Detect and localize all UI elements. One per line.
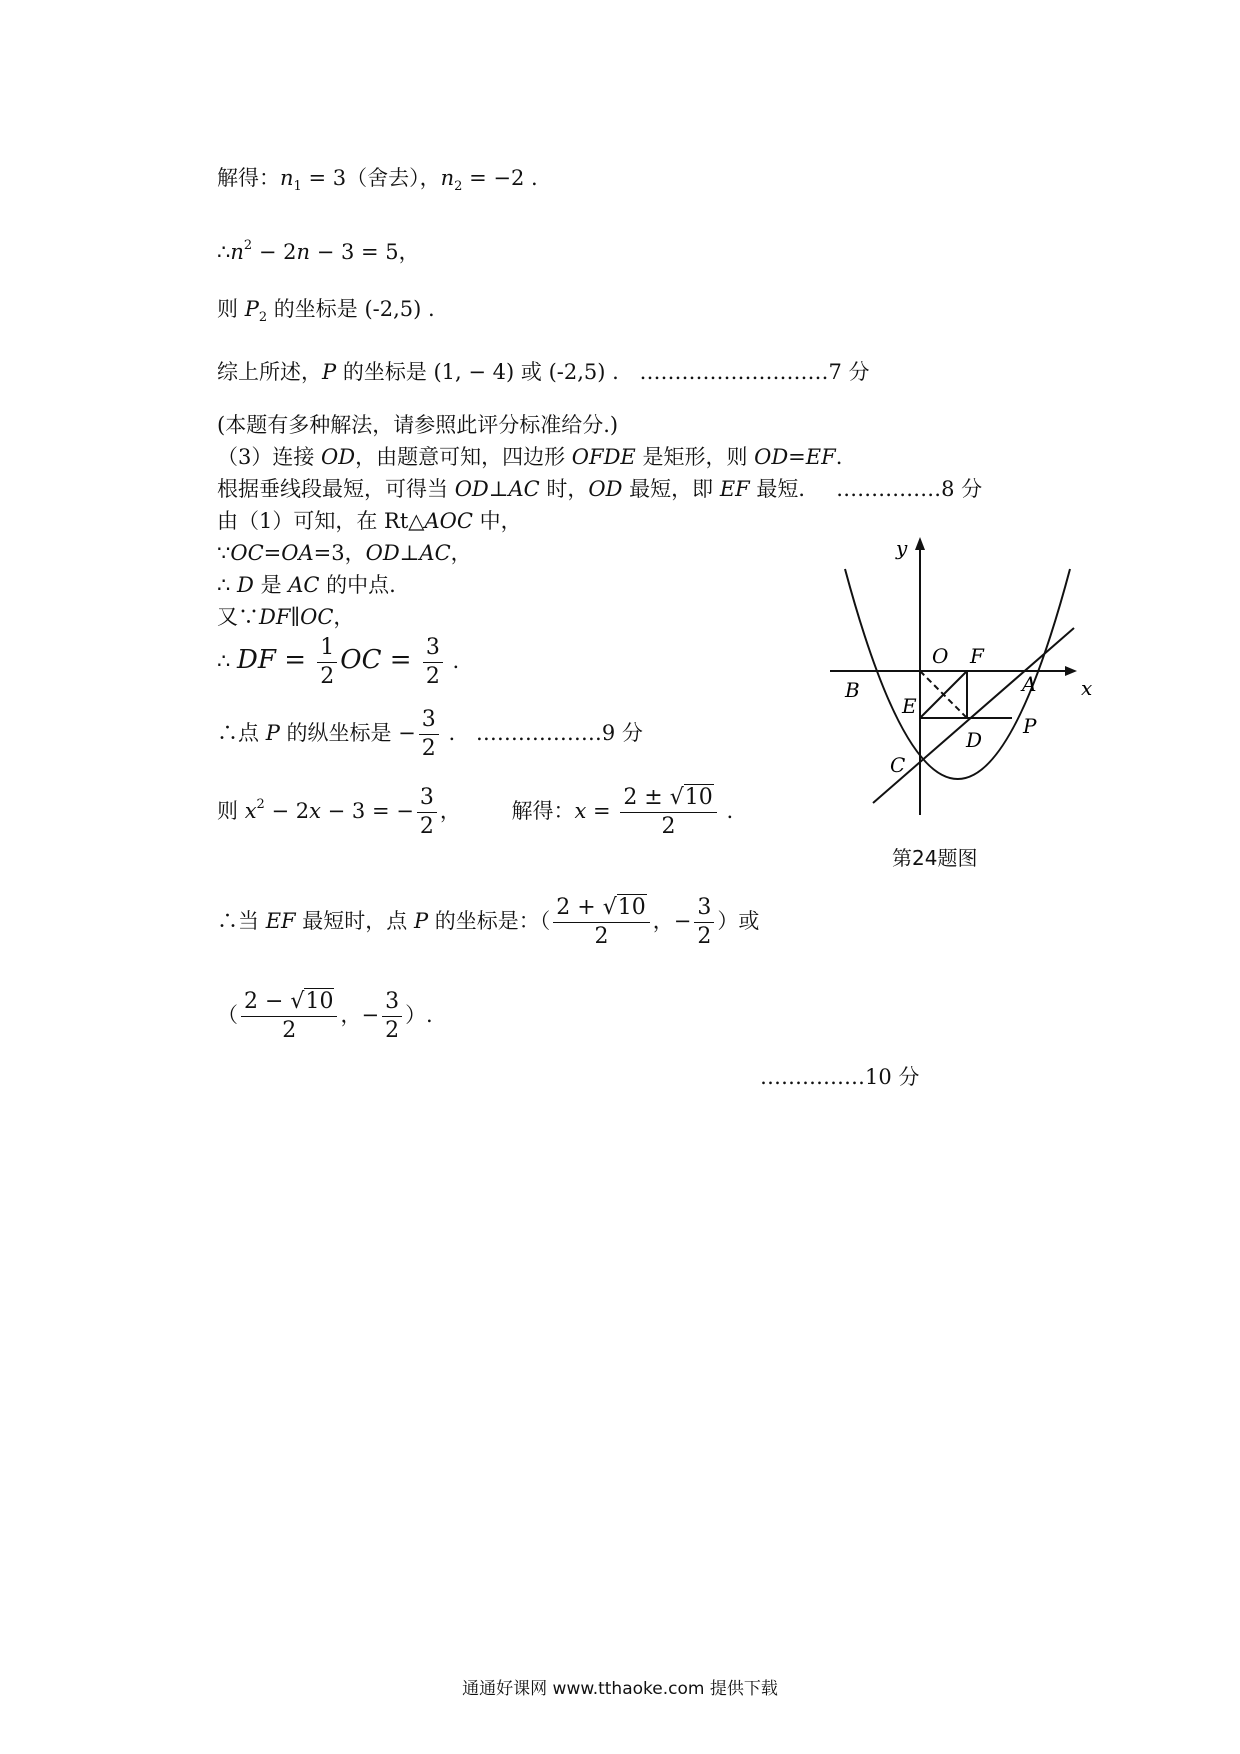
fraction-three-halves: $\frac{3}{2}$ xyxy=(419,708,439,761)
solution-line-3: 则 $P_2$ 的坐标是 (-2,5) . xyxy=(217,297,435,325)
solution-line-4: 综上所述，P 的坐标是 (1, − 4) 或 (-2,5) . ………………………7 分 xyxy=(217,360,870,384)
fraction-three-halves: $\frac{3}{2}$ xyxy=(694,896,714,949)
fraction-root-minus: $\frac{2 - √10}{2}$ xyxy=(241,990,337,1043)
label-e: E xyxy=(902,694,917,718)
part3-line-11: （ $\frac{2 - √10}{2}$ ，− $\frac{3}{2}$ ）. xyxy=(217,989,433,1043)
label-a: A xyxy=(1022,672,1037,696)
fraction-three-halves: $\frac{3}{2}$ xyxy=(417,786,437,839)
score-mark-9: ………………9 分 xyxy=(475,721,643,745)
score-mark-7: ………………………7 分 xyxy=(639,360,870,384)
fraction-root-solution: $\frac{2 \pm √10}{2}$ xyxy=(620,786,716,839)
label-x: x xyxy=(1081,676,1093,700)
score-mark-10: ……………10 分 xyxy=(760,1065,920,1089)
label-c: C xyxy=(890,753,906,777)
fraction-root-plus: $\frac{2 + √10}{2}$ xyxy=(553,896,649,949)
footer-text: 通通好课网 www.tthaoke.com 提供下载 xyxy=(462,1679,778,1699)
part3-line-3: 由（1）可知，在 Rt△AOC 中， xyxy=(217,509,522,533)
part3-line-8: ∴点 P 的纵坐标是 − $\frac{3}{2}$ . ………………9 分 xyxy=(217,707,643,761)
score-mark-8: ……………8 分 xyxy=(836,477,983,501)
x-axis-arrow-icon xyxy=(1065,666,1077,676)
solution-line-1: 解得：$n_1 = 3$（舍去），$n_2 = -2$ . xyxy=(217,166,538,194)
label-f: F xyxy=(970,644,984,668)
part3-line-7: ∴ DF = $\frac{1}{2}$ OC = $\frac{3}{2}$ . xyxy=(217,635,460,689)
part3-line-6: 又∵DF∥OC， xyxy=(217,605,355,629)
y-axis-arrow-icon xyxy=(915,537,925,550)
fraction-three-halves: $\frac{3}{2}$ xyxy=(382,990,402,1043)
label-p: P xyxy=(1023,714,1037,738)
part3-line-5: ∴ D 是 AC 的中点. xyxy=(217,573,396,597)
part3-line-4: ∵OC=OA=3，OD⊥AC， xyxy=(217,541,472,565)
part3-line-2: 根据垂线段最短，可得当 OD⊥AC 时，OD 最短，即 EF 最短． ……………8 分 xyxy=(217,477,983,501)
label-o: O xyxy=(932,644,949,668)
part3-line-10: ∴当 EF 最短时，点 P 的坐标是：（ $\frac{2 + √10}{2}$ ，− $\frac{3}{2}$ ）或 xyxy=(217,895,760,949)
label-d: D xyxy=(966,728,983,752)
fraction-one-half: $\frac{1}{2}$ xyxy=(317,636,337,689)
parabola-figure xyxy=(830,525,1135,870)
solution-line-2: $\therefore n^2 - 2n - 3 = 5$， xyxy=(217,238,420,264)
note-line: (本题有多种解法，请参照此评分标准给分.) xyxy=(217,413,619,437)
fraction-three-halves: $\frac{3}{2}$ xyxy=(423,636,443,689)
label-b: B xyxy=(845,678,860,702)
label-y: y xyxy=(896,536,908,560)
part3-line-9: 则 $x^2 - 2x - 3$ = − $\frac{3}{2}$ ， 解得：x = $\frac{2 \pm √10}{2}$ . xyxy=(217,785,734,839)
figure-caption: 第24题图 xyxy=(892,846,978,870)
part3-line-1: （3）连接 OD，由题意可知，四边形 OFDE 是矩形，则 OD=EF. xyxy=(217,445,843,469)
